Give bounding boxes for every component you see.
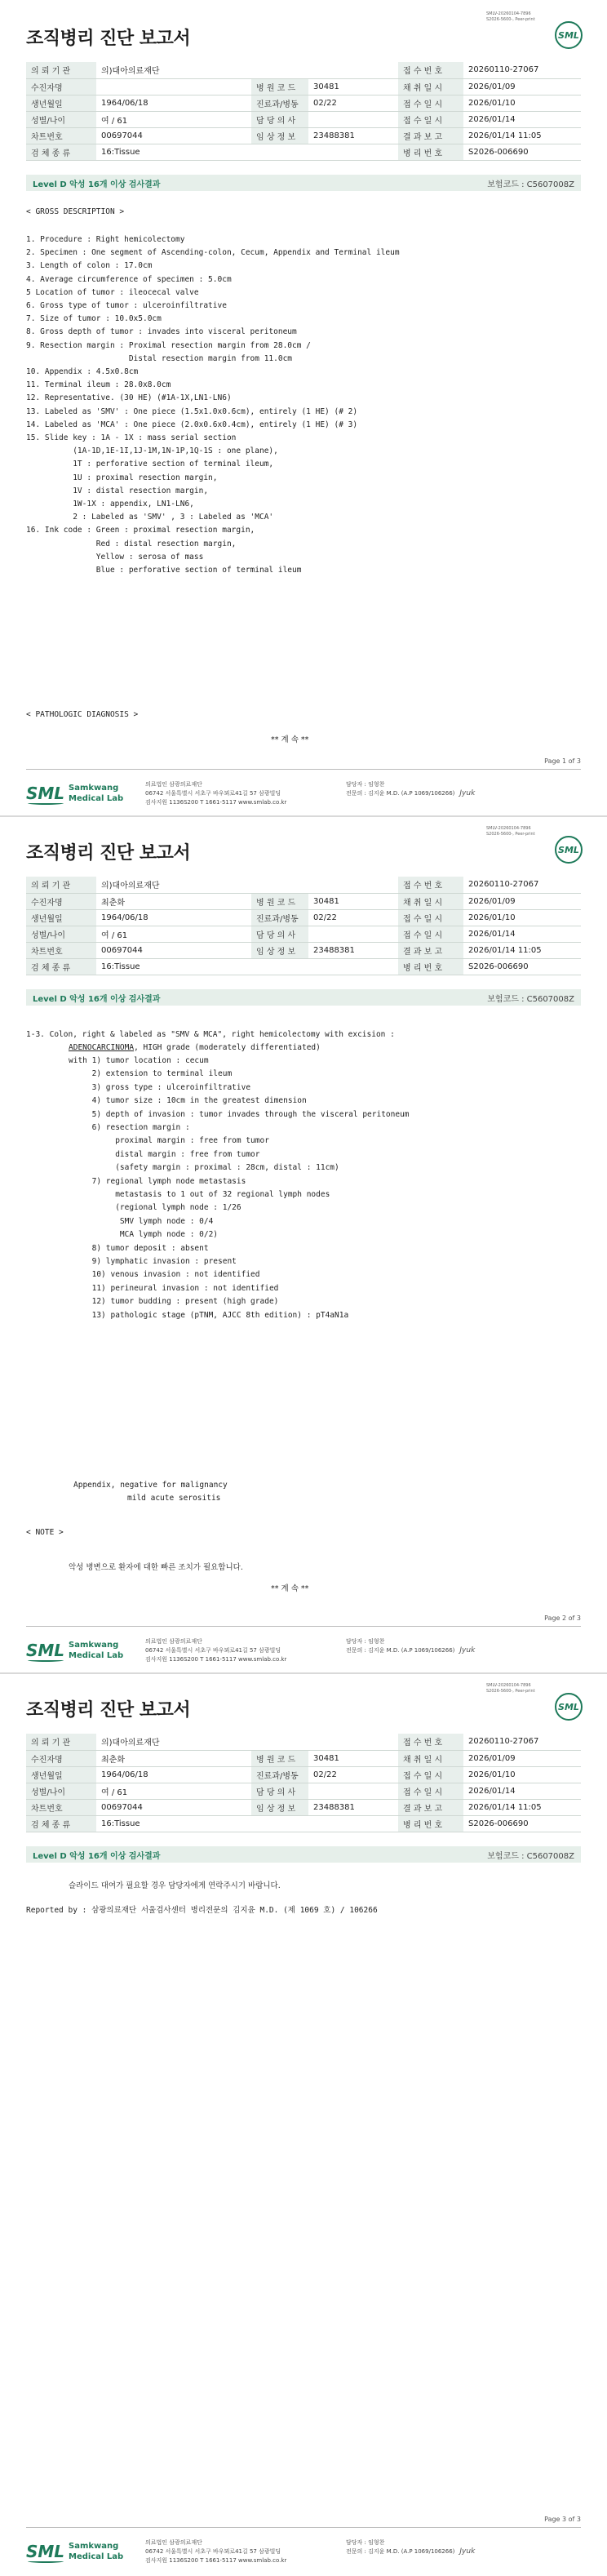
label-sex-age: 성별/나이 <box>26 1783 96 1799</box>
patient-info-table <box>26 877 581 975</box>
text-line: 1V : distal resection margin, <box>26 486 209 495</box>
text-line: 9. Resection margin : Proximal resection margin from 28.0cm / <box>26 340 311 350</box>
footer-specialist: 전문의 : 김지윤 M.D. (A.P 1069/106266) <box>346 790 455 797</box>
text-line: Blue : perforative section of terminal ileum <box>26 566 302 575</box>
footer-contact: 검사지원 1136S200 T 1661-5117 www.smlab.co.kr <box>145 2557 287 2564</box>
value-reported: 2026/01/14 11:05 <box>463 1799 581 1815</box>
label-received: 접 수 일 시 <box>398 1783 463 1799</box>
page-number: Page 1 of 3 <box>544 757 581 765</box>
value-received: 2026/01/10 <box>463 909 581 926</box>
text-line: 12. Representative. (30 HE) (#1A-1X,LN1-LN6) <box>26 393 232 403</box>
value-received: 2026/01/10 <box>463 95 581 111</box>
value-hospital-code: 30481 <box>308 1750 398 1766</box>
label-pathology: 병 리 번 호 <box>398 1815 463 1832</box>
label-dob: 생년월일 <box>26 909 96 926</box>
label-receipt: 접 수 번 호 <box>398 62 463 78</box>
label-doctor: 담 당 의 사 <box>251 1783 308 1799</box>
value-receipt: 20260110-27067 <box>463 1734 581 1750</box>
text-line: metastasis to 1 out of 32 regional lymph nodes <box>69 1190 330 1199</box>
header-reference <box>486 11 543 23</box>
label-chart: 차트번호 <box>26 127 96 144</box>
text-line: (regional lymph node : 1/26 <box>69 1203 241 1213</box>
value-specimen: 16:Tissue <box>96 958 398 975</box>
signature: Jyuk <box>459 789 476 797</box>
label-patient: 수진자명 <box>26 78 96 95</box>
label-institution: 의 뢰 기 관 <box>26 62 96 78</box>
logo-swoosh-icon <box>28 802 64 805</box>
text-line: 4) tumor size : 10cm in the greatest dimension <box>69 1096 307 1106</box>
header-ref-line: S2026-5600-, Peer-print <box>486 832 535 837</box>
text-line: 1W-1X : appendix, LN1-LN6, <box>26 500 194 509</box>
report-page-3 <box>0 1673 607 2576</box>
logo-swoosh-icon <box>28 1659 64 1662</box>
label-reported: 결 과 보 고 <box>398 942 463 958</box>
value-institution: 의)대아의료재단 <box>96 62 398 78</box>
label-hospital-code: 병 원 코 드 <box>251 893 308 909</box>
text-line: 11) perineural invasion : not identified <box>69 1283 279 1293</box>
footer-logo-mark: SML <box>26 2542 65 2561</box>
text-line: 6. Gross type of tumor : ulceroinfiltrative <box>26 301 227 310</box>
value-collected: 2026/01/09 <box>463 78 581 95</box>
reported-by: Reported by : 삼광의료재단 서울검사센터 병리전문의 김지윤 M.D. (제 1069 호) / 106266 <box>26 1906 378 1915</box>
value-clinical: 23488381 <box>308 1799 398 1815</box>
footer-specialist: 전문의 : 김지윤 M.D. (A.P 1069/106266) <box>346 2548 455 2555</box>
test-level-bar <box>26 1846 581 1863</box>
label-sex-age: 성별/나이 <box>26 111 96 127</box>
footer-address <box>145 780 349 807</box>
text-line: 13) pathologic stage (pTNM, AJCC 8th edition) : pT4aN1a <box>69 1310 349 1320</box>
note-heading: < NOTE > <box>26 1528 64 1537</box>
header-ref-line: SMLV-20260104-7896 <box>486 11 531 16</box>
text-line: Yellow : serosa of mass <box>26 552 204 562</box>
text-line: 7. Size of tumor : 10.0x5.0cm <box>26 314 162 324</box>
footer-logo-mark: SML <box>26 1641 65 1660</box>
test-level-label: Level D 악성 16개 이상 검사결과 <box>33 180 161 189</box>
footer-address <box>145 2538 349 2565</box>
header-ref-line: S2026-5600-, Peer-print <box>486 17 535 22</box>
slide-rental-note: 슬라이드 대여가 필요할 경우 담당자에게 연락주시기 바랍니다. <box>69 1881 281 1890</box>
label-sex-age: 성별/나이 <box>26 926 96 942</box>
value-specimen: 16:Tissue <box>96 144 398 160</box>
text-line: 5) depth of invasion : tumor invades through the visceral peritoneum <box>69 1109 410 1119</box>
text-line: Red : distal resection margin, <box>26 539 237 549</box>
sml-logo: SML <box>555 21 583 49</box>
text-line: 12) tumor budding : present (high grade) <box>69 1297 279 1307</box>
label-hospital-code: 병 원 코 드 <box>251 1750 308 1766</box>
consultation-note <box>26 1879 581 1944</box>
label-specimen: 검 체 종 류 <box>26 958 96 975</box>
text-line: 10. Appendix : 4.5x0.8cm <box>26 367 139 376</box>
note-text: 악성 병변으로 환자에 대한 빠른 조치가 필요합니다. <box>69 1563 243 1572</box>
footer-specialist: 전문의 : 김지윤 M.D. (A.P 1069/106266) <box>346 1647 455 1654</box>
label-received: 접 수 일 시 <box>398 111 463 127</box>
value-dob: 1964/06/18 <box>96 909 251 926</box>
sml-logo: SML <box>555 836 583 864</box>
value-institution: 의)대아의료재단 <box>96 877 398 893</box>
insurance-code: 보험코드 : C5607008Z <box>487 180 574 189</box>
footer-address-line: 06742 서울특별시 서초구 바우뫼로41길 57 삼광빌딩 <box>145 1647 281 1654</box>
footer-logo-name: Samkwang <box>69 784 119 793</box>
value-patient: 최춘화 <box>96 893 251 909</box>
footer-doctor <box>346 1637 550 1655</box>
value-pathology: S2026-006690 <box>463 1815 581 1832</box>
value-received-2: 2026/01/14 <box>463 926 581 942</box>
label-received: 접 수 일 시 <box>398 1766 463 1783</box>
text-line: 6) resection margin : <box>69 1123 190 1132</box>
logo-swoosh-icon <box>28 2560 64 2563</box>
gross-description <box>26 207 581 762</box>
value-hospital-code: 30481 <box>308 893 398 909</box>
value-pathology: S2026-006690 <box>463 144 581 160</box>
text-line: 5 Location of tumor : ileocecal valve <box>26 287 199 297</box>
text-line: (safety margin : proximal : 28cm, distal : 11cm) <box>69 1163 339 1173</box>
value-received-2: 2026/01/14 <box>463 111 581 127</box>
diagnosis-adenocarcinoma: ADENOCARCINOMA <box>69 1043 135 1052</box>
pathologic-diagnosis-heading: < PATHOLOGIC DIAGNOSIS > <box>26 710 139 719</box>
text-line: proximal margin : free from tumor <box>69 1136 269 1146</box>
text-line: 3) gross type : ulceroinfiltrative <box>69 1082 251 1092</box>
text-line: 1. Procedure : Right hemicolectomy <box>26 235 185 244</box>
footer-contact: 검사지원 1136S200 T 1661-5117 www.smlab.co.kr <box>145 799 287 806</box>
label-hospital-code: 병 원 코 드 <box>251 78 308 95</box>
label-institution: 의 뢰 기 관 <box>26 1734 96 1750</box>
value-patient <box>96 78 251 95</box>
value-chart: 00697044 <box>96 127 251 144</box>
signature: Jyuk <box>459 1646 476 1654</box>
continued-marker: ** 계 속 ** <box>271 1584 309 1593</box>
label-clinical: 임 상 정 보 <box>251 127 308 144</box>
page-number: Page 2 of 3 <box>544 1614 581 1622</box>
footer-manager: 담당자 : 임형찬 <box>346 2539 385 2546</box>
header-ref-line: SMLV-20260104-7896 <box>486 826 531 831</box>
value-clinical: 23488381 <box>308 127 398 144</box>
label-reported: 결 과 보 고 <box>398 1799 463 1815</box>
footer-manager: 담당자 : 임형찬 <box>346 781 385 788</box>
text-line: (1A-1D,1E-1I,1J-1M,1N-1P,1Q-1S : one plane), <box>26 446 278 456</box>
footer-org: 의료법인 삼광의료재단 <box>145 781 202 788</box>
value-dob: 1964/06/18 <box>96 1766 251 1783</box>
text-line: 15. Slide key : 1A - 1X : mass serial section <box>26 433 237 442</box>
text-line: 16. Ink code : Green : proximal resection margin, <box>26 526 255 535</box>
value-collected: 2026/01/09 <box>463 893 581 909</box>
header-ref-line: SMLV-20260104-7896 <box>486 1683 531 1688</box>
footer-doctor <box>346 2538 550 2556</box>
text-line: 8. Gross depth of tumor : invades into visceral peritoneum <box>26 327 297 337</box>
report-footer <box>26 757 581 815</box>
value-doctor <box>308 926 398 942</box>
test-level-label: Level D 악성 16개 이상 검사결과 <box>33 1851 161 1861</box>
text-line: 2) extension to terminal ileum <box>69 1069 233 1079</box>
label-dept: 진료과/병동 <box>251 909 308 926</box>
text-line: 1T : perforative section of terminal ileum, <box>26 460 274 469</box>
value-collected: 2026/01/09 <box>463 1750 581 1766</box>
text-line: 10) venous invasion : not identified <box>69 1270 260 1280</box>
footer-doctor <box>346 780 550 798</box>
value-clinical: 23488381 <box>308 942 398 958</box>
footer-logo-name: Samkwang <box>69 2542 119 2551</box>
label-collected: 채 취 일 시 <box>398 1750 463 1766</box>
value-doctor <box>308 111 398 127</box>
header-reference <box>486 826 543 837</box>
footer-divider <box>26 769 581 770</box>
label-doctor: 담 당 의 사 <box>251 926 308 942</box>
footer-logo <box>26 780 140 810</box>
value-institution: 의)대아의료재단 <box>96 1734 398 1750</box>
label-chart: 차트번호 <box>26 1799 96 1815</box>
label-collected: 채 취 일 시 <box>398 893 463 909</box>
test-level-bar <box>26 989 581 1006</box>
value-reported: 2026/01/14 11:05 <box>463 127 581 144</box>
label-receipt: 접 수 번 호 <box>398 1734 463 1750</box>
value-dob: 1964/06/18 <box>96 95 251 111</box>
text-line: MCA lymph node : 0/2) <box>69 1230 219 1240</box>
label-reported: 결 과 보 고 <box>398 127 463 144</box>
label-dept: 진료과/병동 <box>251 95 308 111</box>
value-reported: 2026/01/14 11:05 <box>463 942 581 958</box>
value-sex-age: 여 / 61 <box>96 111 251 127</box>
diagnosis-line: 1-3. Colon, right & labeled as "SMV & MCA", right hemicolectomy with excision : <box>26 1030 395 1039</box>
text-line: 2. Specimen : One segment of Ascending-colon, Cecum, Appendix and Terminal ileum <box>26 248 400 258</box>
label-chart: 차트번호 <box>26 942 96 958</box>
label-patient: 수진자명 <box>26 1750 96 1766</box>
text-line: 3. Length of colon : 17.0cm <box>26 261 153 271</box>
label-pathology: 병 리 번 호 <box>398 958 463 975</box>
footer-logo-mark: SML <box>26 784 65 803</box>
value-dept: 02/22 <box>308 909 398 926</box>
text-line: 7) regional lymph node metastasis <box>69 1176 246 1186</box>
text-line: distal margin : free from tumor <box>69 1149 260 1159</box>
report-title: 조직병리 진단 보고서 <box>26 1700 191 1721</box>
text-line: SMV lymph node : 0/4 <box>69 1216 214 1226</box>
footer-address-line: 06742 서울특별시 서초구 바우뫼로41길 57 삼광빌딩 <box>145 790 281 797</box>
text-line: 4. Average circumference of specimen : 5.0cm <box>26 274 232 284</box>
report-page-2 <box>0 816 607 1673</box>
value-patient: 최춘화 <box>96 1750 251 1766</box>
report-footer <box>26 2516 581 2573</box>
footer-logo-name: Medical Lab <box>69 2552 124 2561</box>
value-doctor <box>308 1783 398 1799</box>
appendix-line: Appendix, negative for malignancy <box>73 1481 228 1490</box>
label-collected: 채 취 일 시 <box>398 78 463 95</box>
page-number: Page 3 of 3 <box>544 2516 581 2523</box>
footer-divider <box>26 2527 581 2528</box>
text-line: 14. Labeled as 'MCA' : One piece (2.0x0.6x0.4cm), entirely (1 HE) (# 3) <box>26 420 358 429</box>
patient-info-table <box>26 62 581 161</box>
value-chart: 00697044 <box>96 1799 251 1815</box>
footer-manager: 담당자 : 임형찬 <box>346 1638 385 1645</box>
footer-org: 의료법인 삼광의료재단 <box>145 1638 202 1645</box>
label-pathology: 병 리 번 호 <box>398 144 463 160</box>
label-received: 접 수 일 시 <box>398 95 463 111</box>
footer-logo-name: Medical Lab <box>69 794 124 803</box>
text-line: 11. Terminal ileum : 28.0x8.0cm <box>26 380 171 390</box>
value-dept: 02/22 <box>308 1766 398 1783</box>
footer-logo <box>26 2538 140 2568</box>
label-received: 접 수 일 시 <box>398 909 463 926</box>
label-receipt: 접 수 번 호 <box>398 877 463 893</box>
label-dob: 생년월일 <box>26 95 96 111</box>
text-line: 13. Labeled as 'SMV' : One piece (1.5x1.0x0.6cm), entirely (1 HE) (# 2) <box>26 406 358 416</box>
header-ref-line: S2026-5600-, Peer-print <box>486 1689 535 1694</box>
header-reference <box>486 1683 543 1694</box>
footer-contact: 검사지원 1136S200 T 1661-5117 www.smlab.co.kr <box>145 1656 287 1663</box>
label-specimen: 검 체 종 류 <box>26 144 96 160</box>
label-dob: 생년월일 <box>26 1766 96 1783</box>
text-line: Distal resection margin from 11.0cm <box>26 353 293 363</box>
footer-logo-name: Samkwang <box>69 1641 119 1650</box>
continued-marker: ** 계 속 ** <box>271 735 309 744</box>
report-footer <box>26 1614 581 1672</box>
footer-org: 의료법인 삼광의료재단 <box>145 2539 202 2546</box>
text-line: 2 : Labeled as 'SMV' , 3 : Labeled as 'MCA' <box>26 513 274 522</box>
diagnosis-grade: , HIGH grade (moderately differentiated) <box>134 1043 321 1052</box>
value-hospital-code: 30481 <box>308 78 398 95</box>
label-doctor: 담 당 의 사 <box>251 111 308 127</box>
footer-address-line: 06742 서울특별시 서초구 바우뫼로41길 57 삼광빌딩 <box>145 2548 281 2555</box>
footer-logo <box>26 1637 140 1667</box>
signature: Jyuk <box>459 2547 476 2556</box>
text-line: 8) tumor deposit : absent <box>69 1243 209 1253</box>
insurance-code: 보험코드 : C5607008Z <box>487 1851 574 1861</box>
label-institution: 의 뢰 기 관 <box>26 877 96 893</box>
patient-info-table <box>26 1734 581 1832</box>
test-level-bar <box>26 175 581 191</box>
footer-divider <box>26 1626 581 1627</box>
value-received: 2026/01/10 <box>463 1766 581 1783</box>
text-line: with 1) tumor location : cecum <box>69 1056 209 1065</box>
value-chart: 00697044 <box>96 942 251 958</box>
value-received-2: 2026/01/14 <box>463 1783 581 1799</box>
value-sex-age: 여 / 61 <box>96 926 251 942</box>
report-title: 조직병리 진단 보고서 <box>26 29 191 49</box>
appendix-sub: mild acute serositis <box>127 1494 221 1503</box>
label-dept: 진료과/병동 <box>251 1766 308 1783</box>
text-line: 9) lymphatic invasion : present <box>69 1257 237 1266</box>
value-receipt: 20260110-27067 <box>463 62 581 78</box>
test-level-label: Level D 악성 16개 이상 검사결과 <box>33 994 161 1004</box>
gross-heading: < GROSS DESCRIPTION > <box>26 207 125 216</box>
label-clinical: 임 상 정 보 <box>251 942 308 958</box>
sml-logo: SML <box>555 1693 583 1721</box>
footer-logo-name: Medical Lab <box>69 1651 124 1660</box>
diagnosis-adeno-line <box>69 1043 321 1052</box>
footer-address <box>145 1637 349 1664</box>
value-pathology: S2026-006690 <box>463 958 581 975</box>
insurance-code: 보험코드 : C5607008Z <box>487 994 574 1004</box>
label-patient: 수진자명 <box>26 893 96 909</box>
report-page-1 <box>0 0 607 816</box>
value-dept: 02/22 <box>308 95 398 111</box>
label-received: 접 수 일 시 <box>398 926 463 942</box>
text-line: 1U : proximal resection margin, <box>26 473 218 482</box>
value-receipt: 20260110-27067 <box>463 877 581 893</box>
label-clinical: 임 상 정 보 <box>251 1799 308 1815</box>
label-specimen: 검 체 종 류 <box>26 1815 96 1832</box>
value-sex-age: 여 / 61 <box>96 1783 251 1799</box>
report-title: 조직병리 진단 보고서 <box>26 843 191 864</box>
value-specimen: 16:Tissue <box>96 1815 398 1832</box>
pathologic-diagnosis <box>26 1030 581 1618</box>
